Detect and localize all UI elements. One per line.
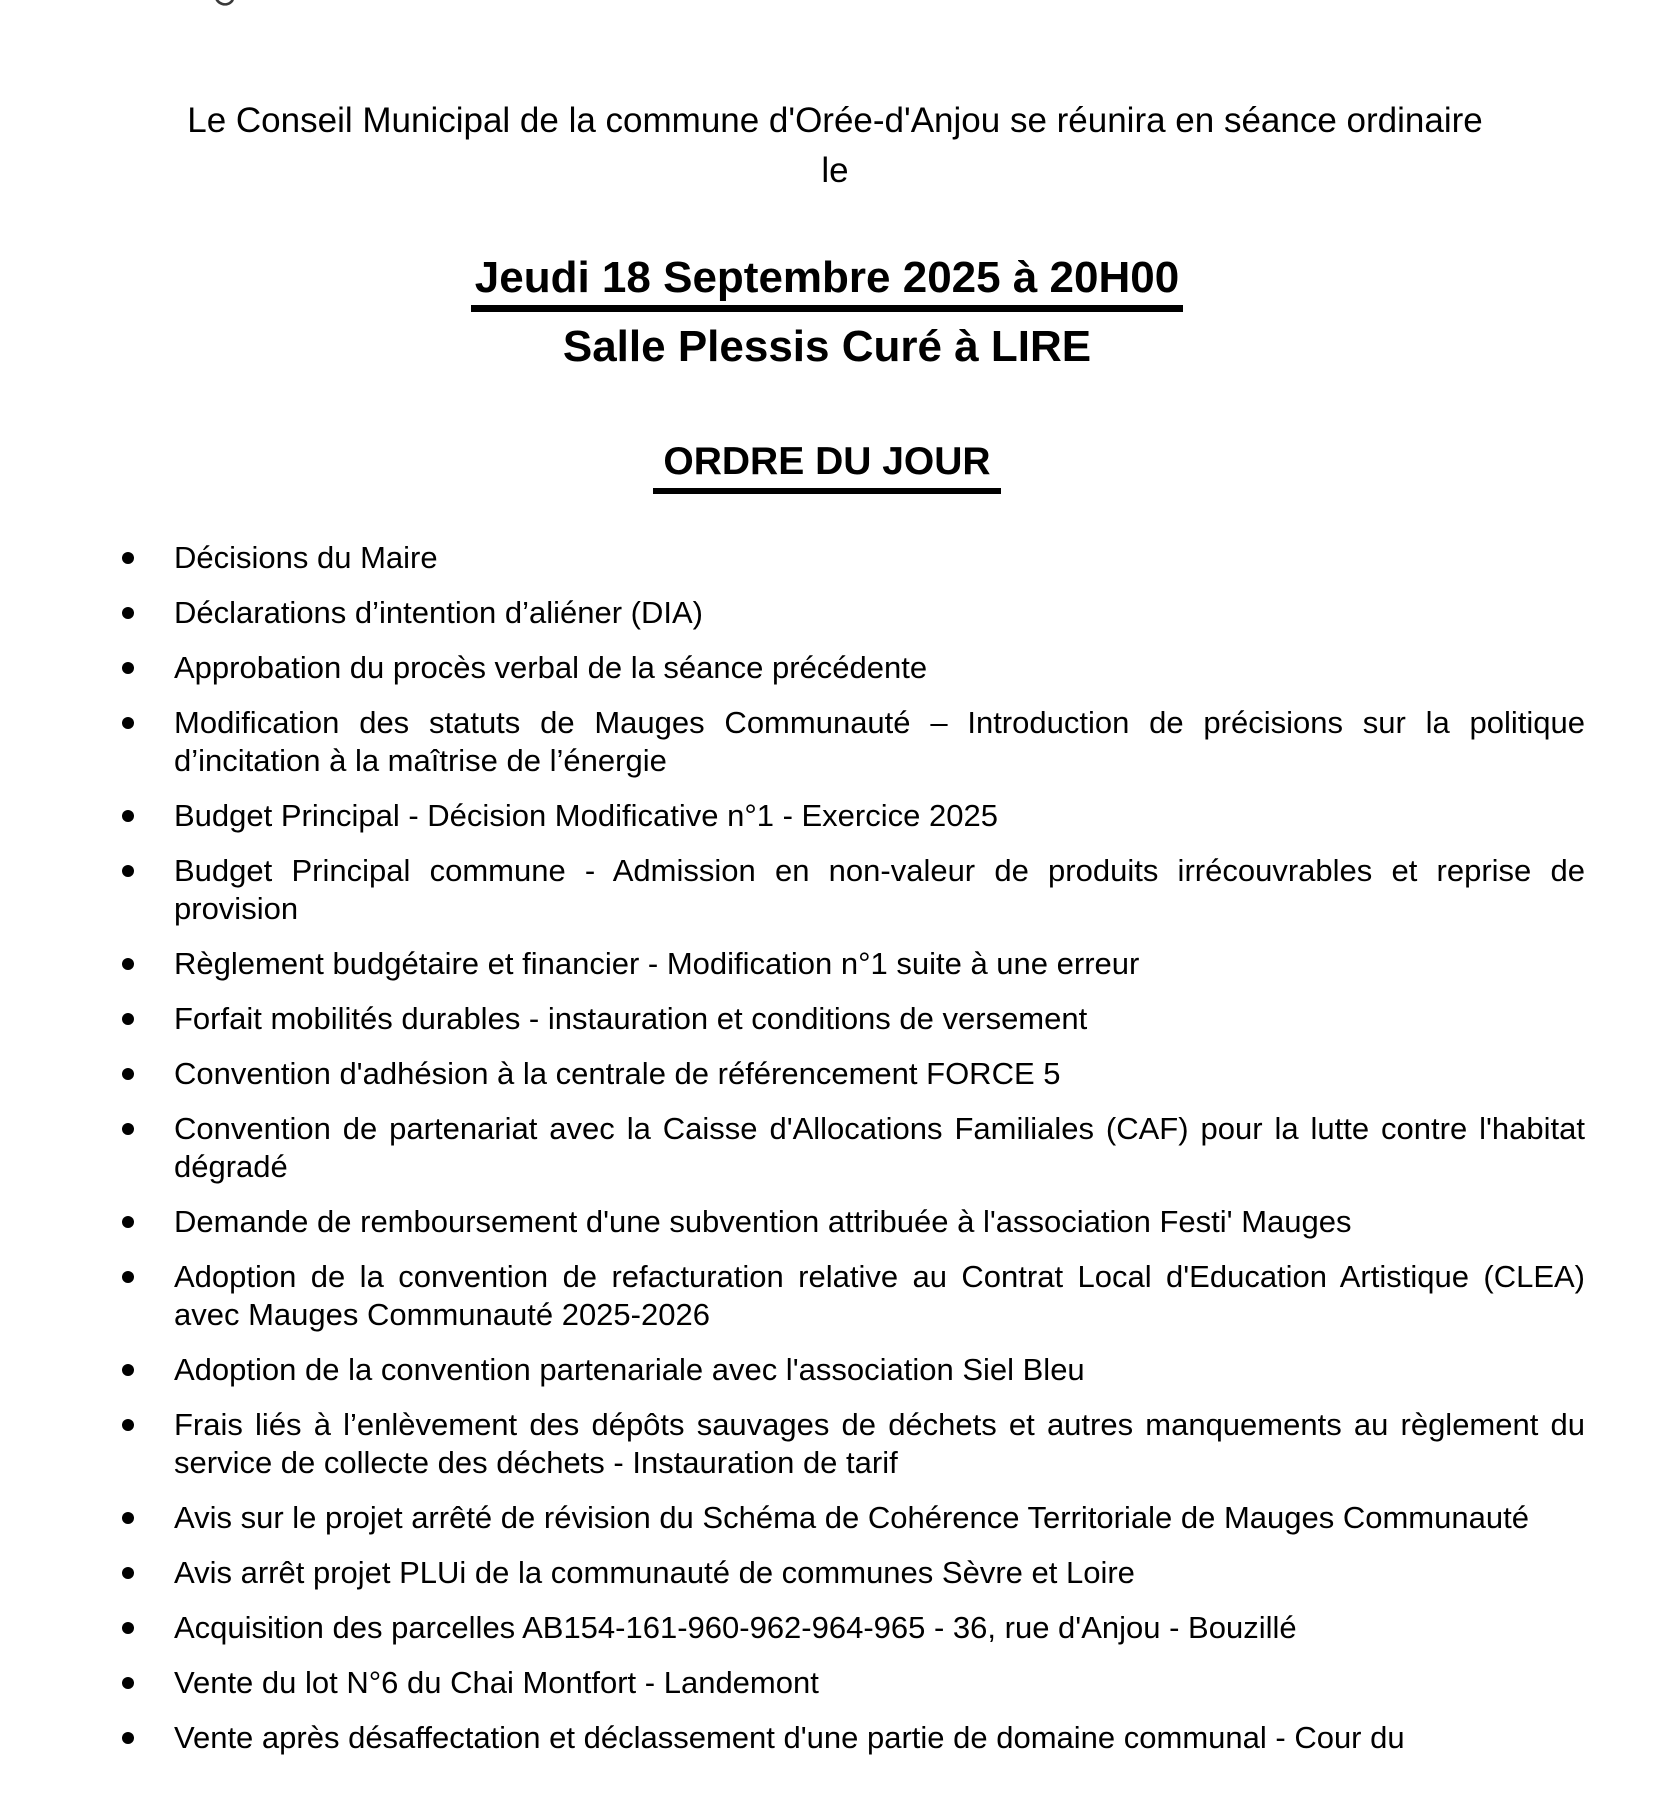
agenda-item: Budget Principal - Décision Modificative n°1 - Exercice 2025 bbox=[174, 797, 1585, 835]
agenda-item: Décisions du Maire bbox=[174, 539, 1585, 577]
agenda-item: Convention de partenariat avec la Caisse d'Allocations Familiales (CAF) pour la lutte contre l'habitat dégradé bbox=[174, 1111, 1585, 1184]
agenda-item: Acquisition des parcelles AB154-161-960-962-964-965 - 36, rue d'Anjou - Bouzillé bbox=[174, 1609, 1585, 1647]
meeting-place-heading bbox=[0, 320, 1654, 373]
cropped-signature-flourish-icon bbox=[211, 0, 241, 9]
agenda-item: Frais liés à l’enlèvement des dépôts sauvages de déchets et autres manquements au règlement du service de collecte des déchets - Instauration de tarif bbox=[174, 1407, 1585, 1480]
agenda-item: Approbation du procès verbal de la séance précédente bbox=[174, 649, 1585, 687]
agenda-item: Vente du lot N°6 du Chai Montfort - Landemont bbox=[174, 1664, 1585, 1702]
agenda-heading-text: ORDRE DU JOUR bbox=[653, 438, 1000, 494]
agenda-item: Adoption de la convention partenariale avec l'association Siel Bleu bbox=[174, 1351, 1585, 1389]
agenda-item: Avis sur le projet arrêté de révision du Schéma de Cohérence Territoriale de Mauges Communauté bbox=[174, 1499, 1585, 1537]
intro-paragraph bbox=[100, 0, 1570, 196]
agenda-item: Avis arrêt projet PLUi de la communauté de communes Sèvre et Loire bbox=[174, 1554, 1585, 1592]
agenda-item: Vente après désaffectation et déclassement d'une partie de domaine communal - Cour du bbox=[174, 1719, 1585, 1757]
agenda-item: Forfait mobilités durables - instauration et conditions de versement bbox=[174, 1000, 1585, 1038]
agenda-item: Modification des statuts de Mauges Communauté – Introduction de précisions sur la politique d’incitation à la maîtrise de l’énergie bbox=[174, 705, 1585, 778]
agenda-item: Adoption de la convention de refacturation relative au Contrat Local d'Education Artistique (CLEA) avec Mauges Communauté 2025-2026 bbox=[174, 1259, 1585, 1332]
agenda-list bbox=[0, 539, 1585, 1757]
meeting-datetime-text: Jeudi 18 Septembre 2025 à 20H00 bbox=[471, 251, 1183, 312]
agenda-item: Règlement budgétaire et financier - Modification n°1 suite à une erreur bbox=[174, 945, 1585, 983]
meeting-datetime-heading bbox=[0, 251, 1654, 312]
agenda-item: Demande de remboursement d'une subvention attribuée à l'association Festi' Mauges bbox=[174, 1203, 1585, 1241]
intro-line-2: le bbox=[821, 151, 849, 190]
agenda-item: Déclarations d’intention d’aliéner (DIA) bbox=[174, 594, 1585, 632]
meeting-place-text: Salle Plessis Curé à LIRE bbox=[562, 322, 1092, 371]
agenda-item: Convention d'adhésion à la centrale de référencement FORCE 5 bbox=[174, 1055, 1585, 1093]
agenda-item: Budget Principal commune - Admission en non-valeur de produits irrécouvrables et reprise de provision bbox=[174, 853, 1585, 926]
agenda-heading bbox=[0, 438, 1654, 494]
intro-line-1: Le Conseil Municipal de la commune d'Orée-d'Anjou se réunira en séance ordinaire bbox=[187, 101, 1483, 140]
